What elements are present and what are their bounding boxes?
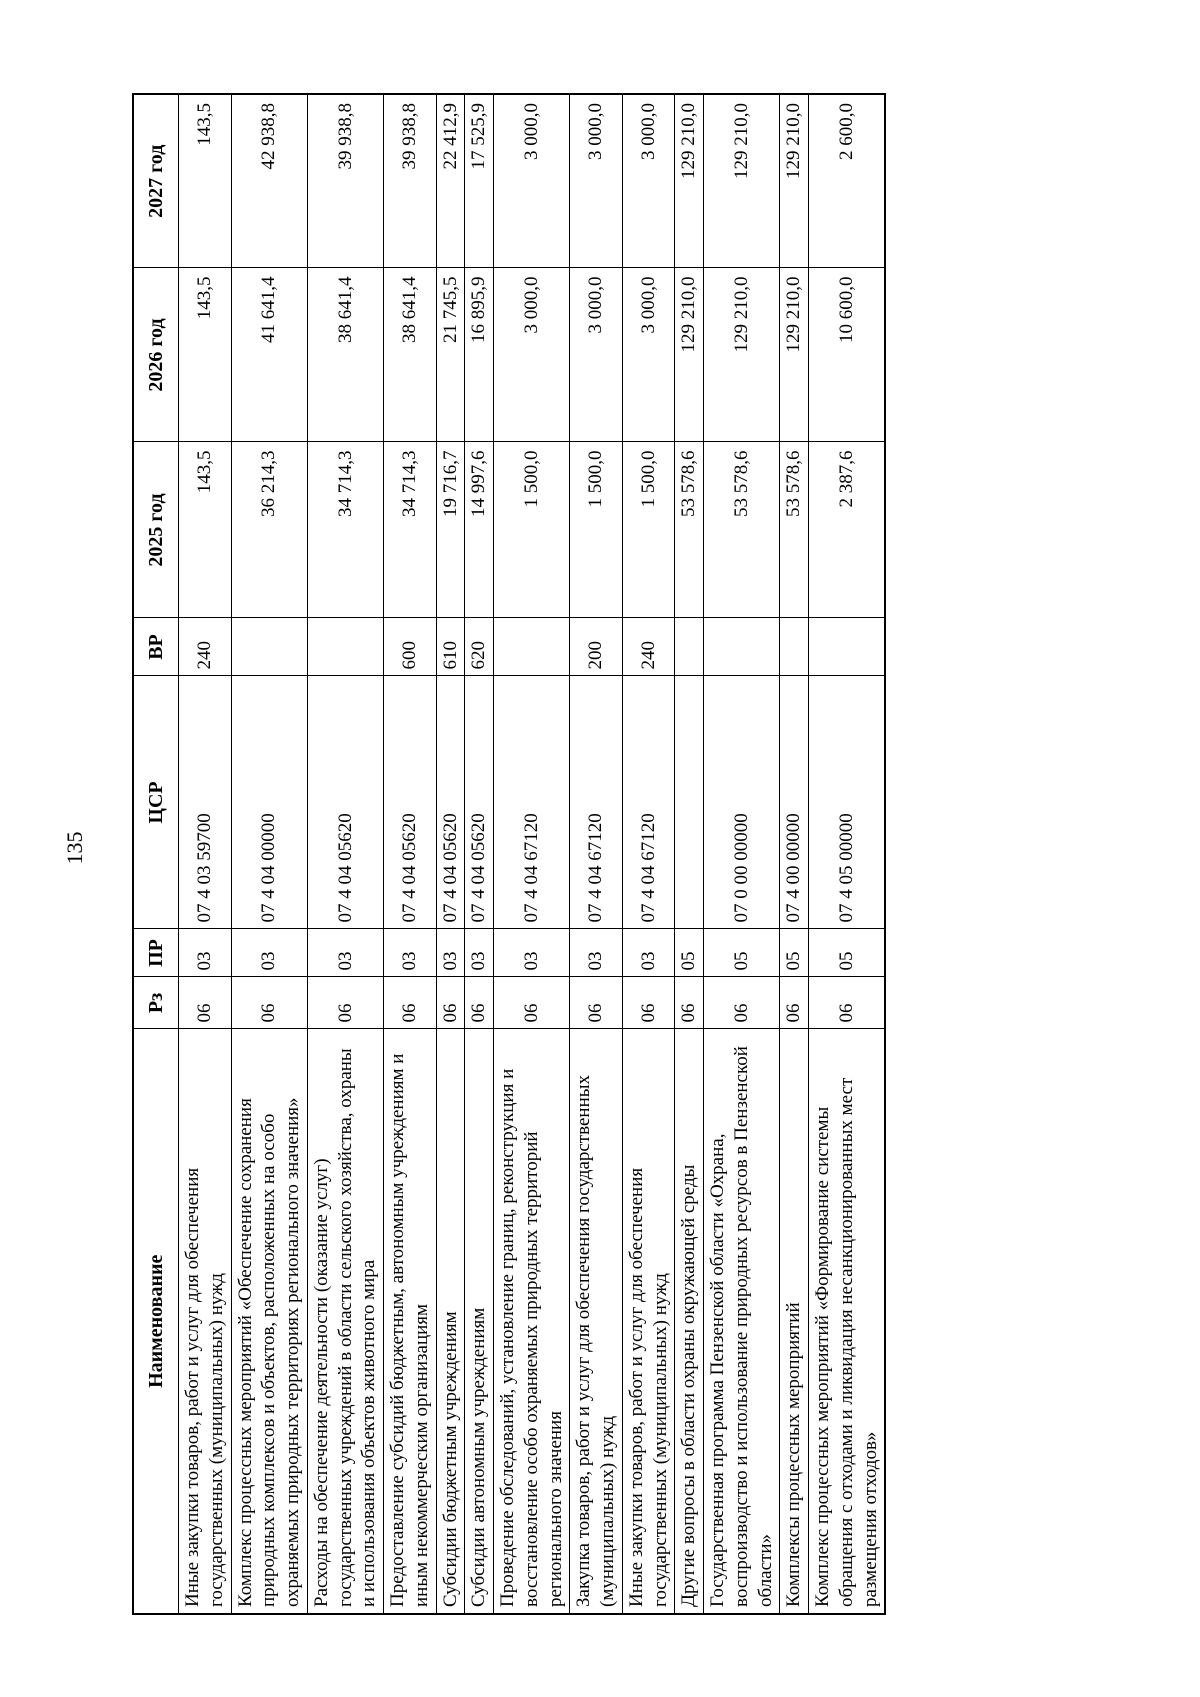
cell-2027: 143,5 [179,94,232,268]
cell-name: Комплексы процессных мероприятий [780,1029,809,1614]
cell-pr: 03 [179,929,232,977]
cell-vr [307,618,383,676]
cell-2026: 129 210,0 [675,268,704,442]
cell-pr: 03 [307,929,383,977]
cell-2026: 129 210,0 [780,268,809,442]
header-vr: ВР [133,618,179,676]
cell-vr: 240 [179,618,232,676]
cell-vr [780,618,809,676]
cell-2027: 39 938,8 [307,94,383,268]
cell-2026: 38 641,4 [307,268,383,442]
cell-vr: 200 [570,618,623,676]
cell-2026: 21 745,5 [436,268,465,442]
cell-pr: 05 [675,929,704,977]
rotated-table-container [132,95,992,1615]
cell-vr [704,618,780,676]
cell-2026: 3 000,0 [622,268,675,442]
cell-2026: 10 600,0 [809,268,886,442]
cell-vr: 620 [465,618,494,676]
cell-pr: 03 [622,929,675,977]
table-row [704,94,780,1614]
cell-2025: 36 214,3 [231,442,307,618]
cell-name: Субсидии автономным учреждениям [465,1029,494,1614]
cell-2027: 3 000,0 [622,94,675,268]
cell-vr [809,618,886,676]
cell-rz: 06 [780,977,809,1029]
cell-name: Иные закупки товаров, работ и услуг для обеспечения государственных (муниципальных) нужд [622,1029,675,1614]
cell-pr: 03 [231,929,307,977]
header-2025: 2025 год [133,442,179,618]
header-name: Наименование [133,1029,179,1614]
cell-vr [494,618,570,676]
cell-2027: 22 412,9 [436,94,465,268]
table-row [780,94,809,1614]
cell-pr: 03 [436,929,465,977]
cell-rz: 06 [622,977,675,1029]
cell-vr [231,618,307,676]
cell-2027: 42 938,8 [231,94,307,268]
cell-name: Закупка товаров, работ и услуг для обеспечения государственных (муниципальных) нужд [570,1029,623,1614]
table-row [494,94,570,1614]
table-row [384,94,437,1614]
table-body [179,94,886,1614]
cell-vr: 240 [622,618,675,676]
cell-2026: 143,5 [179,268,232,442]
cell-2025: 1 500,0 [570,442,623,618]
header-pr: ПР [133,929,179,977]
cell-name: Другие вопросы в области охраны окружающей среды [675,1029,704,1614]
cell-rz: 06 [307,977,383,1029]
table-row [809,94,886,1614]
cell-csr: 07 4 04 05620 [436,676,465,929]
cell-rz: 06 [809,977,886,1029]
cell-pr: 05 [704,929,780,977]
cell-csr: 07 4 04 67120 [570,676,623,929]
cell-2025: 2 387,6 [809,442,886,618]
header-2027: 2027 год [133,94,179,268]
cell-csr: 07 4 00 00000 [780,676,809,929]
cell-2026: 3 000,0 [570,268,623,442]
cell-rz: 06 [704,977,780,1029]
table-row [231,94,307,1614]
cell-pr: 05 [780,929,809,977]
cell-name: Государственная программа Пензенской области «Охрана, воспроизводство и использование природных ресурсов в Пензенской области» [704,1029,780,1614]
cell-2025: 34 714,3 [307,442,383,618]
cell-name: Проведение обследований, установление границ, реконструкция и восстановление особо охраняемых природных территорий регионального значения [494,1029,570,1614]
table-header-row [133,94,179,1614]
cell-2025: 34 714,3 [384,442,437,618]
cell-name: Предоставление субсидий бюджетным, автономным учреждениям и иным некоммерческим организациям [384,1029,437,1614]
cell-2026: 129 210,0 [704,268,780,442]
cell-vr: 600 [384,618,437,676]
cell-rz: 06 [384,977,437,1029]
table-row [179,94,232,1614]
cell-2025: 19 716,7 [436,442,465,618]
cell-csr [675,676,704,929]
cell-rz: 06 [465,977,494,1029]
cell-vr [675,618,704,676]
cell-name: Субсидии бюджетным учреждениям [436,1029,465,1614]
cell-pr: 03 [494,929,570,977]
cell-pr: 05 [809,929,886,977]
budget-table [132,93,886,1615]
cell-csr: 07 4 04 67120 [494,676,570,929]
cell-csr: 07 4 04 05620 [465,676,494,929]
cell-csr: 07 4 04 05620 [307,676,383,929]
cell-2025: 1 500,0 [622,442,675,618]
cell-2026: 16 895,9 [465,268,494,442]
cell-csr: 07 4 04 67120 [622,676,675,929]
cell-pr: 03 [570,929,623,977]
cell-2025: 53 578,6 [780,442,809,618]
cell-name: Комплекс процессных мероприятий «Обеспечение сохранения природных комплексов и объектов, расположенных на особо охраняемых природных территориях регионального значения» [231,1029,307,1614]
table-row [465,94,494,1614]
cell-2027: 39 938,8 [384,94,437,268]
cell-2025: 53 578,6 [675,442,704,618]
table-row [675,94,704,1614]
cell-2026: 38 641,4 [384,268,437,442]
cell-2027: 129 210,0 [675,94,704,268]
table-row [622,94,675,1614]
cell-rz: 06 [494,977,570,1029]
cell-2027: 2 600,0 [809,94,886,268]
cell-2027: 3 000,0 [494,94,570,268]
cell-2025: 143,5 [179,442,232,618]
table-row [307,94,383,1614]
cell-name: Расходы на обеспечение деятельности (оказание услуг) государственных учреждений в области сельского хозяйства, охраны и использования объектов животного мира [307,1029,383,1614]
table-row [570,94,623,1614]
cell-rz: 06 [179,977,232,1029]
cell-2025: 53 578,6 [704,442,780,618]
cell-csr: 07 4 03 59700 [179,676,232,929]
cell-2025: 1 500,0 [494,442,570,618]
header-2026: 2026 год [133,268,179,442]
cell-csr: 07 4 04 00000 [231,676,307,929]
cell-pr: 03 [465,929,494,977]
cell-rz: 06 [231,977,307,1029]
table-row [436,94,465,1614]
cell-pr: 03 [384,929,437,977]
cell-rz: 06 [570,977,623,1029]
cell-name: Иные закупки товаров, работ и услуг для обеспечения государственных (муниципальных) нужд [179,1029,232,1614]
cell-2025: 14 997,6 [465,442,494,618]
header-rz: Рз [133,977,179,1029]
cell-csr: 07 4 05 00000 [809,676,886,929]
cell-2026: 3 000,0 [494,268,570,442]
cell-csr: 07 0 00 00000 [704,676,780,929]
cell-rz: 06 [436,977,465,1029]
page-number: 135 [62,831,87,865]
cell-name: Комплекс процессных мероприятий «Формирование системы обращения с отходами и ликвидация несанкционированных мест размещения отходов» [809,1029,886,1614]
cell-rz: 06 [675,977,704,1029]
cell-2027: 129 210,0 [704,94,780,268]
cell-2026: 41 641,4 [231,268,307,442]
cell-vr: 610 [436,618,465,676]
cell-2027: 17 525,9 [465,94,494,268]
cell-csr: 07 4 04 05620 [384,676,437,929]
header-csr: ЦСР [133,676,179,929]
cell-2027: 3 000,0 [570,94,623,268]
cell-2027: 129 210,0 [780,94,809,268]
